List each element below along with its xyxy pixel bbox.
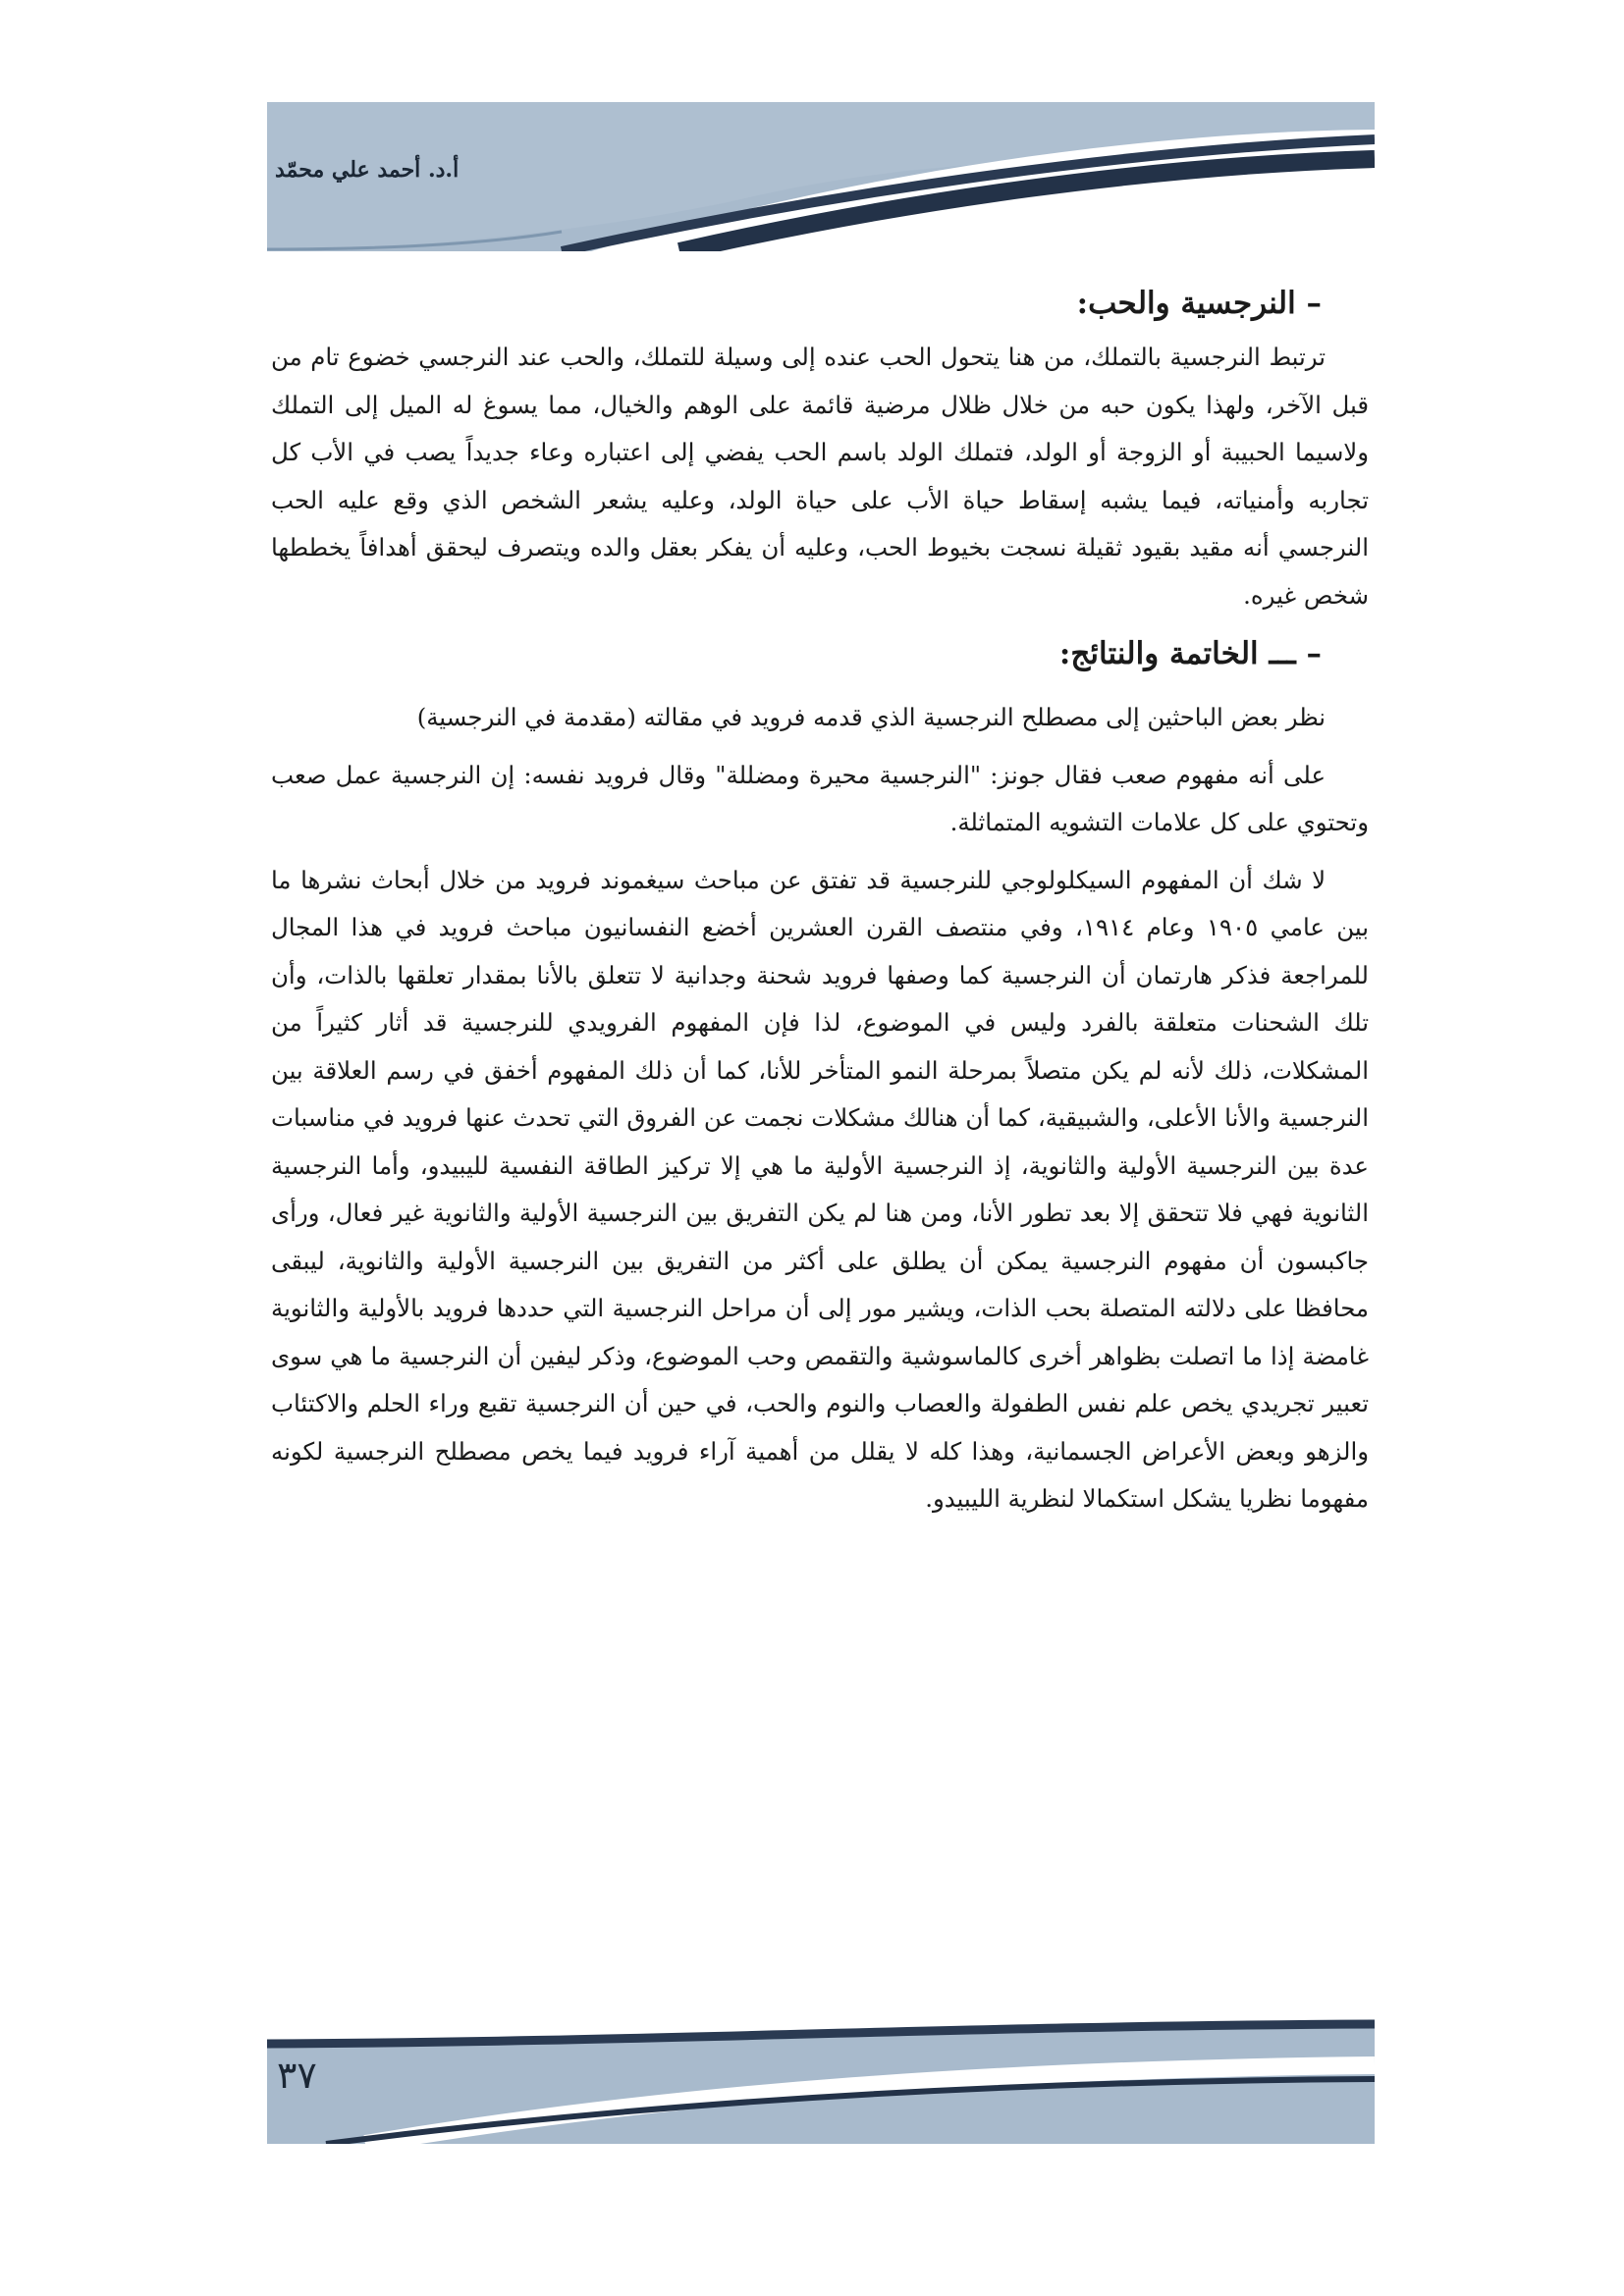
section-title-narcissism-love: – النرجسية والحب: [1076, 286, 1322, 321]
page-body [271, 273, 1369, 1523]
author-name: أ.د. أحمد علي محمّد [275, 157, 460, 183]
section-title-conclusion: – ـــ الخاتمة والنتائج: [1058, 636, 1322, 671]
paragraph-conclusion-2: على أنه مفهوم صعب فقال جونز: "النرجسية محيرة ومضللة" وقال فرويد نفسه: إن النرجسية عمل صعب وتحتوي على كل علامات التشويه المتماثلة. [271, 760, 1369, 836]
footer-wave-graphic [267, 2012, 1375, 2144]
paragraph-conclusion-3: لا شك أن المفهوم السيكلولوجي للنرجسية قد تفتق عن مباحث سيغموند فرويد من خلال أبحاث نشرها ما بين عامي ١٩٠٥ وعام ١٩١٤، وفي منتصف القرن العشرين أخضع النفسانيون مباحث فرويد في هذا المجال للمراجعة فذكر هارتمان أن النرجسية كما وصفها فرويد شحنة وجدانية لا تتعلق بالأنا بمقدار تعلقها بالذات، وأن تلك الشحنات متعلقة بالفرد وليس في الموضوع، لذا فإن المفهوم الفرويدي للنرجسية قد أثار كثيراً من المشكلات، ذلك لأنه لم يكن متصلاً بمرحلة النمو المتأخر للأنا، كما أن ذلك المفهوم أخفق في رسم العلاقة بين النرجسية والأنا الأعلى، والشبيقية، كما أن هنالك مشكلات نجمت عن الفروق التي تحدث عنها فرويد في مناسبات عدة بين النرجسية الأولية والثانوية، إذ النرجسية الأولية ما هي إلا تركيز الطاقة النفسية لليبيدو، وأما النرجسية الثانوية فهي فلا تتحقق إلا بعد تطور الأنا، ومن هنا لم يكن التفريق بين النرجسية الأولية والثانوية غير فعال، ورأى جاكبسون أن مفهوم النرجسية يمكن أن يطلق على أكثر من التفريق بين النرجسية الأولية والثانوية، ليبقى محافظا على دلالته المتصلة بحب الذات، ويشير مور إلى أن مراحل النرجسية التي حددها فرويد بالأولية والثانوية غامضة إذا ما اتصلت بظواهر أخرى كالماسوشية والتقمص وحب الموضوع، وذكر ليفين أن النرجسية ما هي سوى تعبير تجريدي يخص علم نفس الطفولة والعصاب والنوم والحب، في حين أن النرجسية تقبع وراء الحلم والاكتئاب والزهو وبعض الأعراض الجسمانية، وهذا كله لا يقلل من أهمية آراء فرويد فيما يخص مصطلح النرجسية لكونه مفهوما نظريا يشكل استكمالا لنظرية الليبيدو. [271, 865, 1370, 1513]
paragraph-conclusion-1: نظر بعض الباحثين إلى مصطلح النرجسية الذي قدمه فرويد في مقالته (مقدمة في النرجسية) [416, 703, 1326, 731]
footer-band [267, 2012, 1375, 2144]
page-number: ٣٧ [277, 2054, 317, 2097]
paragraph-narcissism-love: ترتبط النرجسية بالتملك، من هنا يتحول الحب عنده إلى وسيلة للتملك، والحب عند النرجسي خضوع تام من قبل الآخر، ولهذا يكون حبه من خلال ظلال مرضية قائمة على الوهم والخيال، مما يسوغ له الميل إلى التملك ولاسيما الحبيبة أو الزوجة أو الولد، فتملك الولد باسم الحب يفضي إلى اعتباره وعاء جديداً يصب في الأب كل تجاربه وأمنياته، فيما يشبه إسقاط حياة الأب على حياة الولد، وعليه يشعر الشخص الذي وقع عليه الحب النرجسي أنه مقيد بقيود ثقيلة نسجت بخيوط الحب، وعليه أن يفكر بعقل والده ويتصرف ليحقق أهدافاً يخططها شخص غيره. [271, 343, 1369, 610]
